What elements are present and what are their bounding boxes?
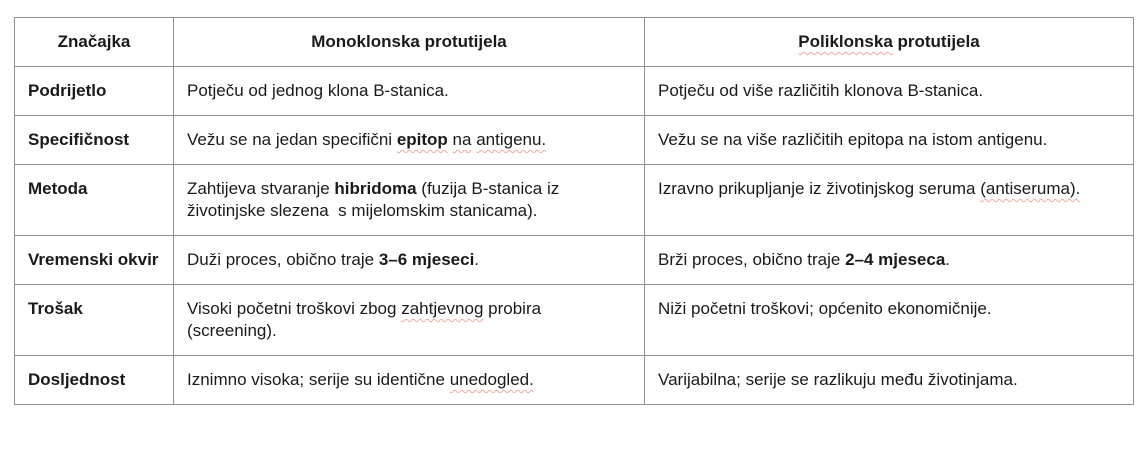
text-run: Visoki početni troškovi zbog	[187, 299, 402, 318]
text-run: Duži proces, obično traje	[187, 250, 379, 269]
polyclonal-cell	[645, 116, 1134, 165]
header-cell-feature	[15, 18, 174, 67]
text-run: Značajka	[57, 32, 131, 51]
text-run: probira (screening).	[187, 299, 546, 340]
text-run: Vremenski okvir	[28, 250, 159, 269]
feature-cell	[15, 356, 174, 405]
text-run: Iznimno visoka; serije su identične	[187, 370, 450, 389]
feature-cell	[15, 236, 174, 285]
monoclonal-cell	[174, 67, 645, 116]
text-run: Potječu od jednog klona B-stanica.	[187, 81, 449, 100]
text-run: zahtjevnog	[401, 299, 484, 318]
table-body	[15, 67, 1134, 405]
text-run: unedogled.	[449, 370, 534, 389]
text-run: Specifičnost	[28, 130, 130, 149]
text-run: epitop	[396, 130, 448, 149]
text-run: Vežu se na više različitih epitopa na istom antigenu.	[658, 130, 1048, 149]
text-run: Podrijetlo	[28, 81, 107, 100]
text-run: Poliklonska	[798, 32, 893, 51]
feature-cell	[15, 116, 174, 165]
table-row	[15, 67, 1134, 116]
text-run: Varijabilna; serije se razlikuju među životinjama.	[658, 370, 1018, 389]
text-run: na	[452, 130, 472, 149]
table-head	[15, 18, 1134, 67]
polyclonal-cell	[645, 165, 1134, 236]
text-run: 3–6 mjeseci	[378, 250, 475, 269]
feature-cell	[15, 285, 174, 356]
text-run: Trošak	[28, 299, 83, 318]
text-run: Metoda	[28, 179, 88, 198]
text-run: Niži početni troškovi; općenito ekonomičnije.	[658, 299, 992, 318]
header-cell-monoclonal	[174, 18, 645, 67]
monoclonal-cell	[174, 285, 645, 356]
text-run: (fuzija B-stanica iz životinjske slezena s mijelomskim stanicama).	[187, 179, 564, 220]
table-row	[15, 285, 1134, 356]
header-row	[15, 18, 1134, 67]
text-run: hibridoma	[334, 179, 417, 198]
monoclonal-cell	[174, 356, 645, 405]
monoclonal-cell	[174, 165, 645, 236]
polyclonal-cell	[645, 236, 1134, 285]
monoclonal-cell	[174, 116, 645, 165]
text-run: Brži proces, obično traje	[658, 250, 846, 269]
text-run: .	[945, 250, 951, 269]
monoclonal-cell	[174, 236, 645, 285]
table-row	[15, 356, 1134, 405]
polyclonal-cell	[645, 67, 1134, 116]
feature-cell	[15, 165, 174, 236]
text-run: Vežu se na jedan specifični	[187, 130, 397, 149]
comparison-table	[14, 17, 1134, 405]
text-run: Potječu od više različitih klonova B-stanica.	[658, 81, 984, 100]
table-row	[15, 165, 1134, 236]
polyclonal-cell	[645, 285, 1134, 356]
header-cell-polyclonal	[645, 18, 1134, 67]
text-run: .	[474, 250, 480, 269]
text-run: antigenu.	[476, 130, 547, 149]
polyclonal-cell	[645, 356, 1134, 405]
table-row	[15, 236, 1134, 285]
text-run: Zahtijeva stvaranje	[187, 179, 335, 198]
text-run: Izravno prikupljanje iz životinjskog seruma	[658, 179, 981, 198]
table-row	[15, 116, 1134, 165]
feature-cell	[15, 67, 174, 116]
text-run: (antiseruma).	[980, 179, 1081, 198]
text-run: protutijela	[892, 32, 980, 51]
text-run: 2–4 mjeseca	[845, 250, 946, 269]
text-run: Dosljednost	[28, 370, 126, 389]
text-run: Monoklonska protutijela	[311, 32, 507, 51]
